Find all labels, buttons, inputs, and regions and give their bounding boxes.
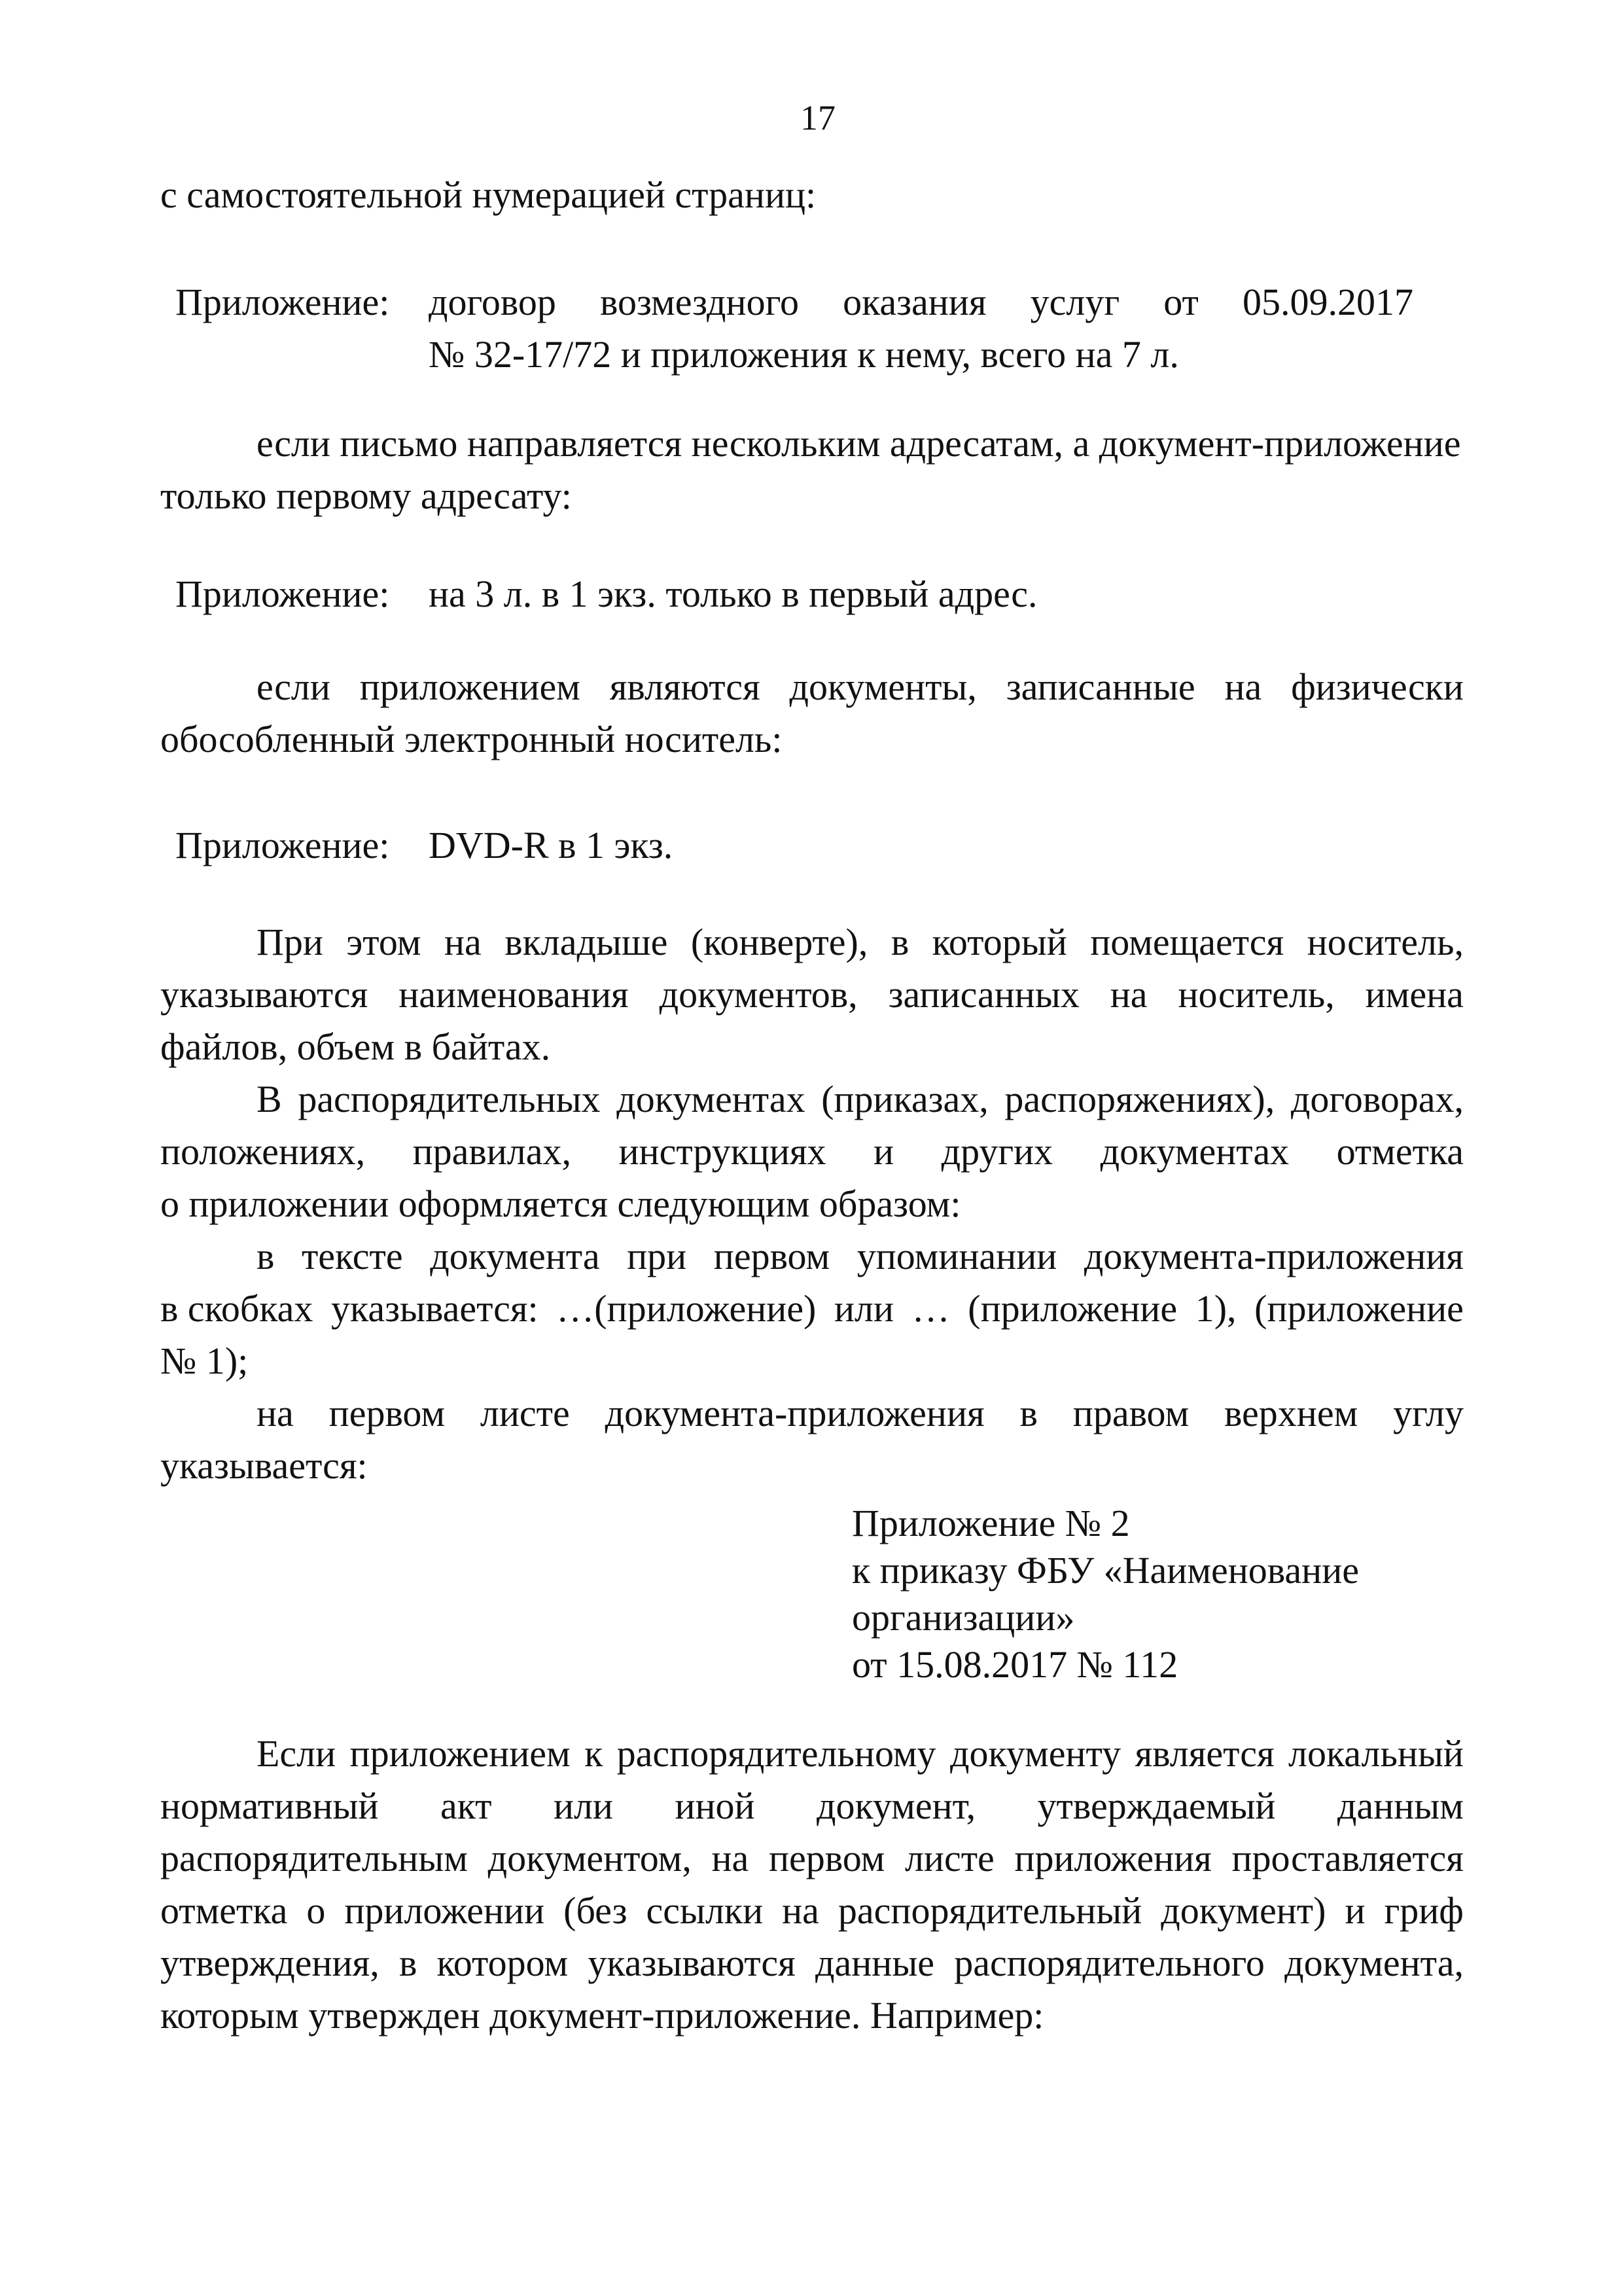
word: который — [932, 921, 1067, 963]
word: 1), — [1195, 1287, 1237, 1330]
case2-line1: если письмо направляется нескольким адресатам, а документ-приложение — [256, 422, 1461, 465]
word: (приложение — [968, 1287, 1178, 1330]
word: на — [256, 1392, 294, 1434]
word: документа-приложения — [605, 1392, 985, 1434]
word: правилах, — [412, 1130, 571, 1173]
para-local-line4 — [160, 1885, 1464, 1937]
word: нормативный — [160, 1785, 379, 1827]
word: При — [256, 921, 323, 963]
word: упоминании — [856, 1235, 1057, 1277]
word: от — [1163, 281, 1199, 323]
word: иной — [675, 1785, 755, 1827]
word: документ, — [817, 1785, 976, 1827]
example1-label: Приложение: — [175, 281, 390, 323]
word: ссылки — [646, 1889, 764, 1932]
word: документов, — [659, 973, 858, 1016]
word: в — [256, 1235, 275, 1277]
word: документу — [949, 1732, 1121, 1775]
para-text-line2 — [160, 1283, 1464, 1335]
word: распорядительным — [160, 1837, 468, 1879]
word: (приказах, — [821, 1078, 989, 1120]
para-envelope-line3: файлов, объем в байтах. — [160, 1025, 551, 1068]
word: наименования — [398, 973, 629, 1016]
word: приложением — [359, 666, 580, 708]
para-admin-line2 — [160, 1126, 1464, 1178]
word: указываются — [588, 1942, 796, 1984]
annex-stamp-line4: от 15.08.2017 № 112 — [852, 1643, 1178, 1686]
word: утверждения, — [160, 1942, 380, 1984]
para-local-line2 — [160, 1780, 1464, 1832]
word: в — [891, 921, 909, 963]
word: возмездного — [599, 281, 799, 323]
word: указывается: — [331, 1287, 538, 1330]
annex-stamp-line2: к приказу ФБУ «Наименование — [852, 1549, 1359, 1592]
word: документа — [430, 1235, 600, 1277]
word: на — [1110, 973, 1148, 1016]
word: первом — [768, 1837, 885, 1879]
word: документа-приложения — [1084, 1235, 1464, 1277]
annex-stamp-line3: организации» — [852, 1596, 1075, 1639]
word: 05.09.2017 — [1242, 281, 1413, 323]
word: листе — [904, 1837, 995, 1879]
word: котором — [436, 1942, 569, 1984]
word: …(приложение) — [556, 1287, 817, 1330]
word: локальный — [1288, 1732, 1464, 1775]
word: и — [1345, 1889, 1366, 1932]
word: отметка — [160, 1889, 288, 1932]
para-envelope-line2 — [160, 969, 1464, 1021]
word: (приложение — [1254, 1287, 1464, 1330]
word: и — [874, 1130, 894, 1173]
para-envelope-line1 — [256, 916, 1464, 969]
example3-label: Приложение: — [175, 824, 390, 866]
example1-line2: № 32-17/72 и приложения к нему, всего на 7 л. — [429, 333, 1179, 376]
word: распоряжениях), — [1004, 1078, 1275, 1120]
word: указываются — [160, 973, 368, 1016]
word: Если — [256, 1732, 336, 1775]
word: являются — [609, 666, 760, 708]
word: имена — [1365, 973, 1464, 1016]
para-text-line3: № 1); — [160, 1340, 249, 1382]
intro-line: с самостоятельной нумерацией страниц: — [160, 173, 817, 216]
word: оказания — [843, 281, 987, 323]
word: к — [584, 1732, 603, 1775]
word: помещается — [1090, 921, 1284, 963]
word: … — [911, 1287, 950, 1330]
para-admin-line3: о приложении оформляется следующим образом: — [160, 1183, 961, 1225]
para-local-line1 — [256, 1728, 1464, 1780]
word: или — [553, 1785, 613, 1827]
word: документа, — [1284, 1942, 1464, 1984]
word: о — [306, 1889, 326, 1932]
word: положениях, — [160, 1130, 366, 1173]
word: (конверте), — [690, 921, 868, 963]
page-number: 17 — [800, 98, 836, 137]
word: гриф — [1384, 1889, 1464, 1932]
word: на — [1224, 666, 1262, 708]
para-local-line6: которым утвержден документ-приложение. Например: — [160, 1994, 1044, 2037]
word: на — [711, 1837, 749, 1879]
word: записанных — [888, 973, 1080, 1016]
para-first-sheet-line2: указывается: — [160, 1444, 368, 1487]
word: вкладыше — [504, 921, 668, 963]
word: или — [834, 1287, 894, 1330]
case2-line2: только первому адресату: — [160, 474, 572, 517]
word: первом — [713, 1235, 830, 1277]
word: в — [1019, 1392, 1038, 1434]
word: распорядительному — [616, 1732, 936, 1775]
word: при — [627, 1235, 687, 1277]
word: в скобках — [160, 1287, 313, 1330]
para-first-sheet-line1 — [256, 1387, 1464, 1440]
word: листе — [480, 1392, 570, 1434]
word: данным — [1337, 1785, 1464, 1827]
example3-text: DVD-R в 1 экз. — [429, 824, 673, 866]
para-local-line3 — [160, 1832, 1464, 1885]
word: проставляется — [1231, 1837, 1464, 1879]
para-admin-line1 — [256, 1073, 1464, 1126]
word: записанные — [1006, 666, 1195, 708]
word: документом, — [487, 1837, 692, 1879]
word: данные — [815, 1942, 935, 1984]
word: носитель, — [1178, 973, 1335, 1016]
example1-line1 — [429, 276, 1413, 329]
word: в — [398, 1942, 417, 1984]
word: носитель, — [1307, 921, 1464, 963]
word: если — [256, 666, 330, 708]
word: отметка — [1336, 1130, 1464, 1173]
word: (без — [563, 1889, 627, 1932]
word: инструкциях — [618, 1130, 826, 1173]
example2-text: на 3 л. в 1 экз. только в первый адрес. — [429, 573, 1038, 615]
word: первом — [328, 1392, 446, 1434]
word: правом — [1072, 1392, 1190, 1434]
word: документ) — [1161, 1889, 1326, 1932]
word: других — [941, 1130, 1053, 1173]
word: на — [444, 921, 482, 963]
word: документах — [616, 1078, 805, 1120]
case3-line2: обособленный электронный носитель: — [160, 718, 783, 760]
word: приложением — [349, 1732, 571, 1775]
word: приложения — [1014, 1837, 1212, 1879]
example2-label: Приложение: — [175, 573, 390, 615]
word: услуг — [1030, 281, 1120, 323]
word: документах — [1100, 1130, 1290, 1173]
word: договор — [429, 281, 556, 323]
word: этом — [346, 921, 421, 963]
word: физически — [1291, 666, 1464, 708]
word: приложении — [344, 1889, 545, 1932]
case3-line1 — [256, 661, 1464, 713]
annex-stamp-line1: Приложение № 2 — [852, 1502, 1130, 1544]
word: акт — [440, 1785, 492, 1827]
word: документы, — [789, 666, 977, 708]
word: В — [256, 1078, 282, 1120]
para-local-line5 — [160, 1937, 1464, 1989]
word: распорядительный — [838, 1889, 1142, 1932]
word: распорядительного — [954, 1942, 1265, 1984]
word: распорядительных — [298, 1078, 601, 1120]
word: тексте — [301, 1235, 403, 1277]
word: на — [782, 1889, 819, 1932]
word: углу — [1393, 1392, 1464, 1434]
word: договорах, — [1290, 1078, 1464, 1120]
word: является — [1135, 1732, 1275, 1775]
word: утверждаемый — [1037, 1785, 1276, 1827]
para-text-line1 — [256, 1230, 1464, 1283]
word: верхнем — [1224, 1392, 1358, 1434]
